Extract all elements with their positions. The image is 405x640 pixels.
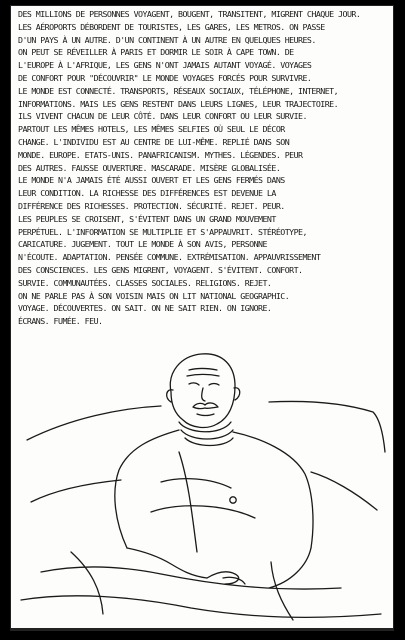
text-line: DIFFÉRENCE DES RICHESSES. PROTECTION. SÉCURITÉ. REJET. PEUR. — [18, 200, 285, 211]
text-line: LE MONDE EST CONNECTÉ. TRANSPORTS, RÉSEAUX SOCIAUX, TÉLÉPHONE, INTERNET, — [18, 85, 339, 96]
text-line: ÉCRANS. FUMÉE. FEU. — [18, 316, 103, 327]
text-line: ON PEUT SE RÉVEILLER À PARIS ET DORMIR LE SOIR À CAPE TOWN. DE — [18, 47, 294, 58]
torso-fold — [151, 479, 255, 518]
collar — [179, 422, 233, 446]
text-line: SURVIE. COMMUNAUTÉES. CLASSES SOCIALES. RELIGIONS. REJET. — [18, 277, 272, 288]
handwritten-text — [18, 8, 390, 328]
text-line: D'UN PAYS À UN AUTRE. D'UN CONTINENT À UN AUTRE EN QUELQUES HEURES. — [18, 34, 316, 45]
text-line: DE CONFORT POUR "DÉCOUVRIR" LE MONDE VOYAGES FORCÉS POUR SURVIVRE. — [18, 72, 312, 83]
text-line: LES PEUPLES SE CROISENT, S'ÉVITENT DANS UN GRAND MOUVEMENT — [18, 213, 276, 224]
text-line: DES MILLIONS DE PERSONNES VOYAGENT, BOUGENT, TRANSITENT, MIGRENT CHAQUE JOUR. — [18, 9, 361, 19]
page-bottom-edge — [11, 628, 393, 630]
cushion-outline — [27, 401, 385, 452]
text-line: PARTOUT LES MÊMES HOTELS, LES MÊMES SELFIES OÙ SEUL LE DÉCOR — [18, 124, 285, 135]
eye-right — [209, 384, 219, 386]
zipper-line — [179, 452, 197, 552]
text-line: PERPÉTUEL. L'INFORMATION SE MULTIPLIE ET S'APPAUVRIT. STÉRÉOTYPE, — [18, 226, 307, 237]
nose — [202, 388, 205, 401]
text-line: ON NE PARLE PAS À SON VOISIN MAIS ON LIT NATIONAL GEOGRAPHIC. — [18, 290, 290, 301]
arm-left — [127, 548, 207, 578]
sofa-lines — [31, 472, 377, 510]
text-line: CARICATURE. JUGEMENT. TOUT LE MONDE À SON AVIS, PERSONNE — [18, 239, 267, 250]
text-line: DES CONSCIENCES. LES GENS MIGRENT, VOYAGENT. S'ÉVITENT. CONFORT. — [18, 264, 303, 275]
mouth — [197, 414, 214, 416]
text-line: LEUR CONDITION. LA RICHESSE DES DIFFÉRENCES EST DEVENUE LA — [18, 188, 276, 199]
text-line: VOYAGE. DÉCOUVERTES. ON SAIT. ON NE SAIT RIEN. ON IGNORE. — [18, 303, 272, 314]
text-line: LE MONDE N'A JAMAIS ÉTÉ AUSSI OUVERT ET LES GENS FERMÉS DANS — [18, 175, 285, 186]
text-line: N'ÉCOUTE. ADAPTATION. PENSÉE COMMUNE. EXTRÉMISATION. APPAUVRISSEMENT — [18, 252, 321, 263]
text-line: ILS VIVENT CHACUN DE LEUR CÔTÉ. DANS LEUR CONFORT OU LEUR SURVIE. — [18, 111, 307, 122]
text-line: L'EUROPE À L'AFRIQUE, LES GENS N'ONT JAMAIS AUTANT VOYAGÉ. VOYAGES — [18, 60, 312, 71]
forehead-lines — [187, 369, 219, 377]
text-line: INFORMATIONS. MAIS LES GENS RESTENT DANS LEURS LIGNES, LEUR TRAJECTOIRE. — [18, 98, 339, 109]
text-line: LES AÉROPORTS DÉBORDENT DE TOURISTES, LES GARES, LES METROS. ON PASSE — [18, 21, 325, 32]
sketchbook-page — [11, 6, 393, 630]
text-line: MONDE. EUROPE. ETATS-UNIS. PANAFRICANISM. MYTHES. LÉGENDES. PEUR — [18, 149, 303, 160]
ink-sketch-reclining-man — [11, 352, 393, 630]
text-line: DES AUTRES. FAUSSE OUVERTURE. MASCARADE. MISÈRE GLOBALISÉE. — [18, 162, 281, 173]
shoulders — [115, 430, 313, 548]
blanket-folds — [71, 552, 293, 620]
blanket — [21, 567, 381, 617]
mustache — [193, 403, 218, 409]
text-line: CHANGE. L'INDIVIDU EST AU CENTRE DE LUI-MÊME. REPLIÉ DANS SON — [18, 136, 290, 147]
button — [230, 497, 236, 503]
eye-left — [189, 383, 199, 385]
